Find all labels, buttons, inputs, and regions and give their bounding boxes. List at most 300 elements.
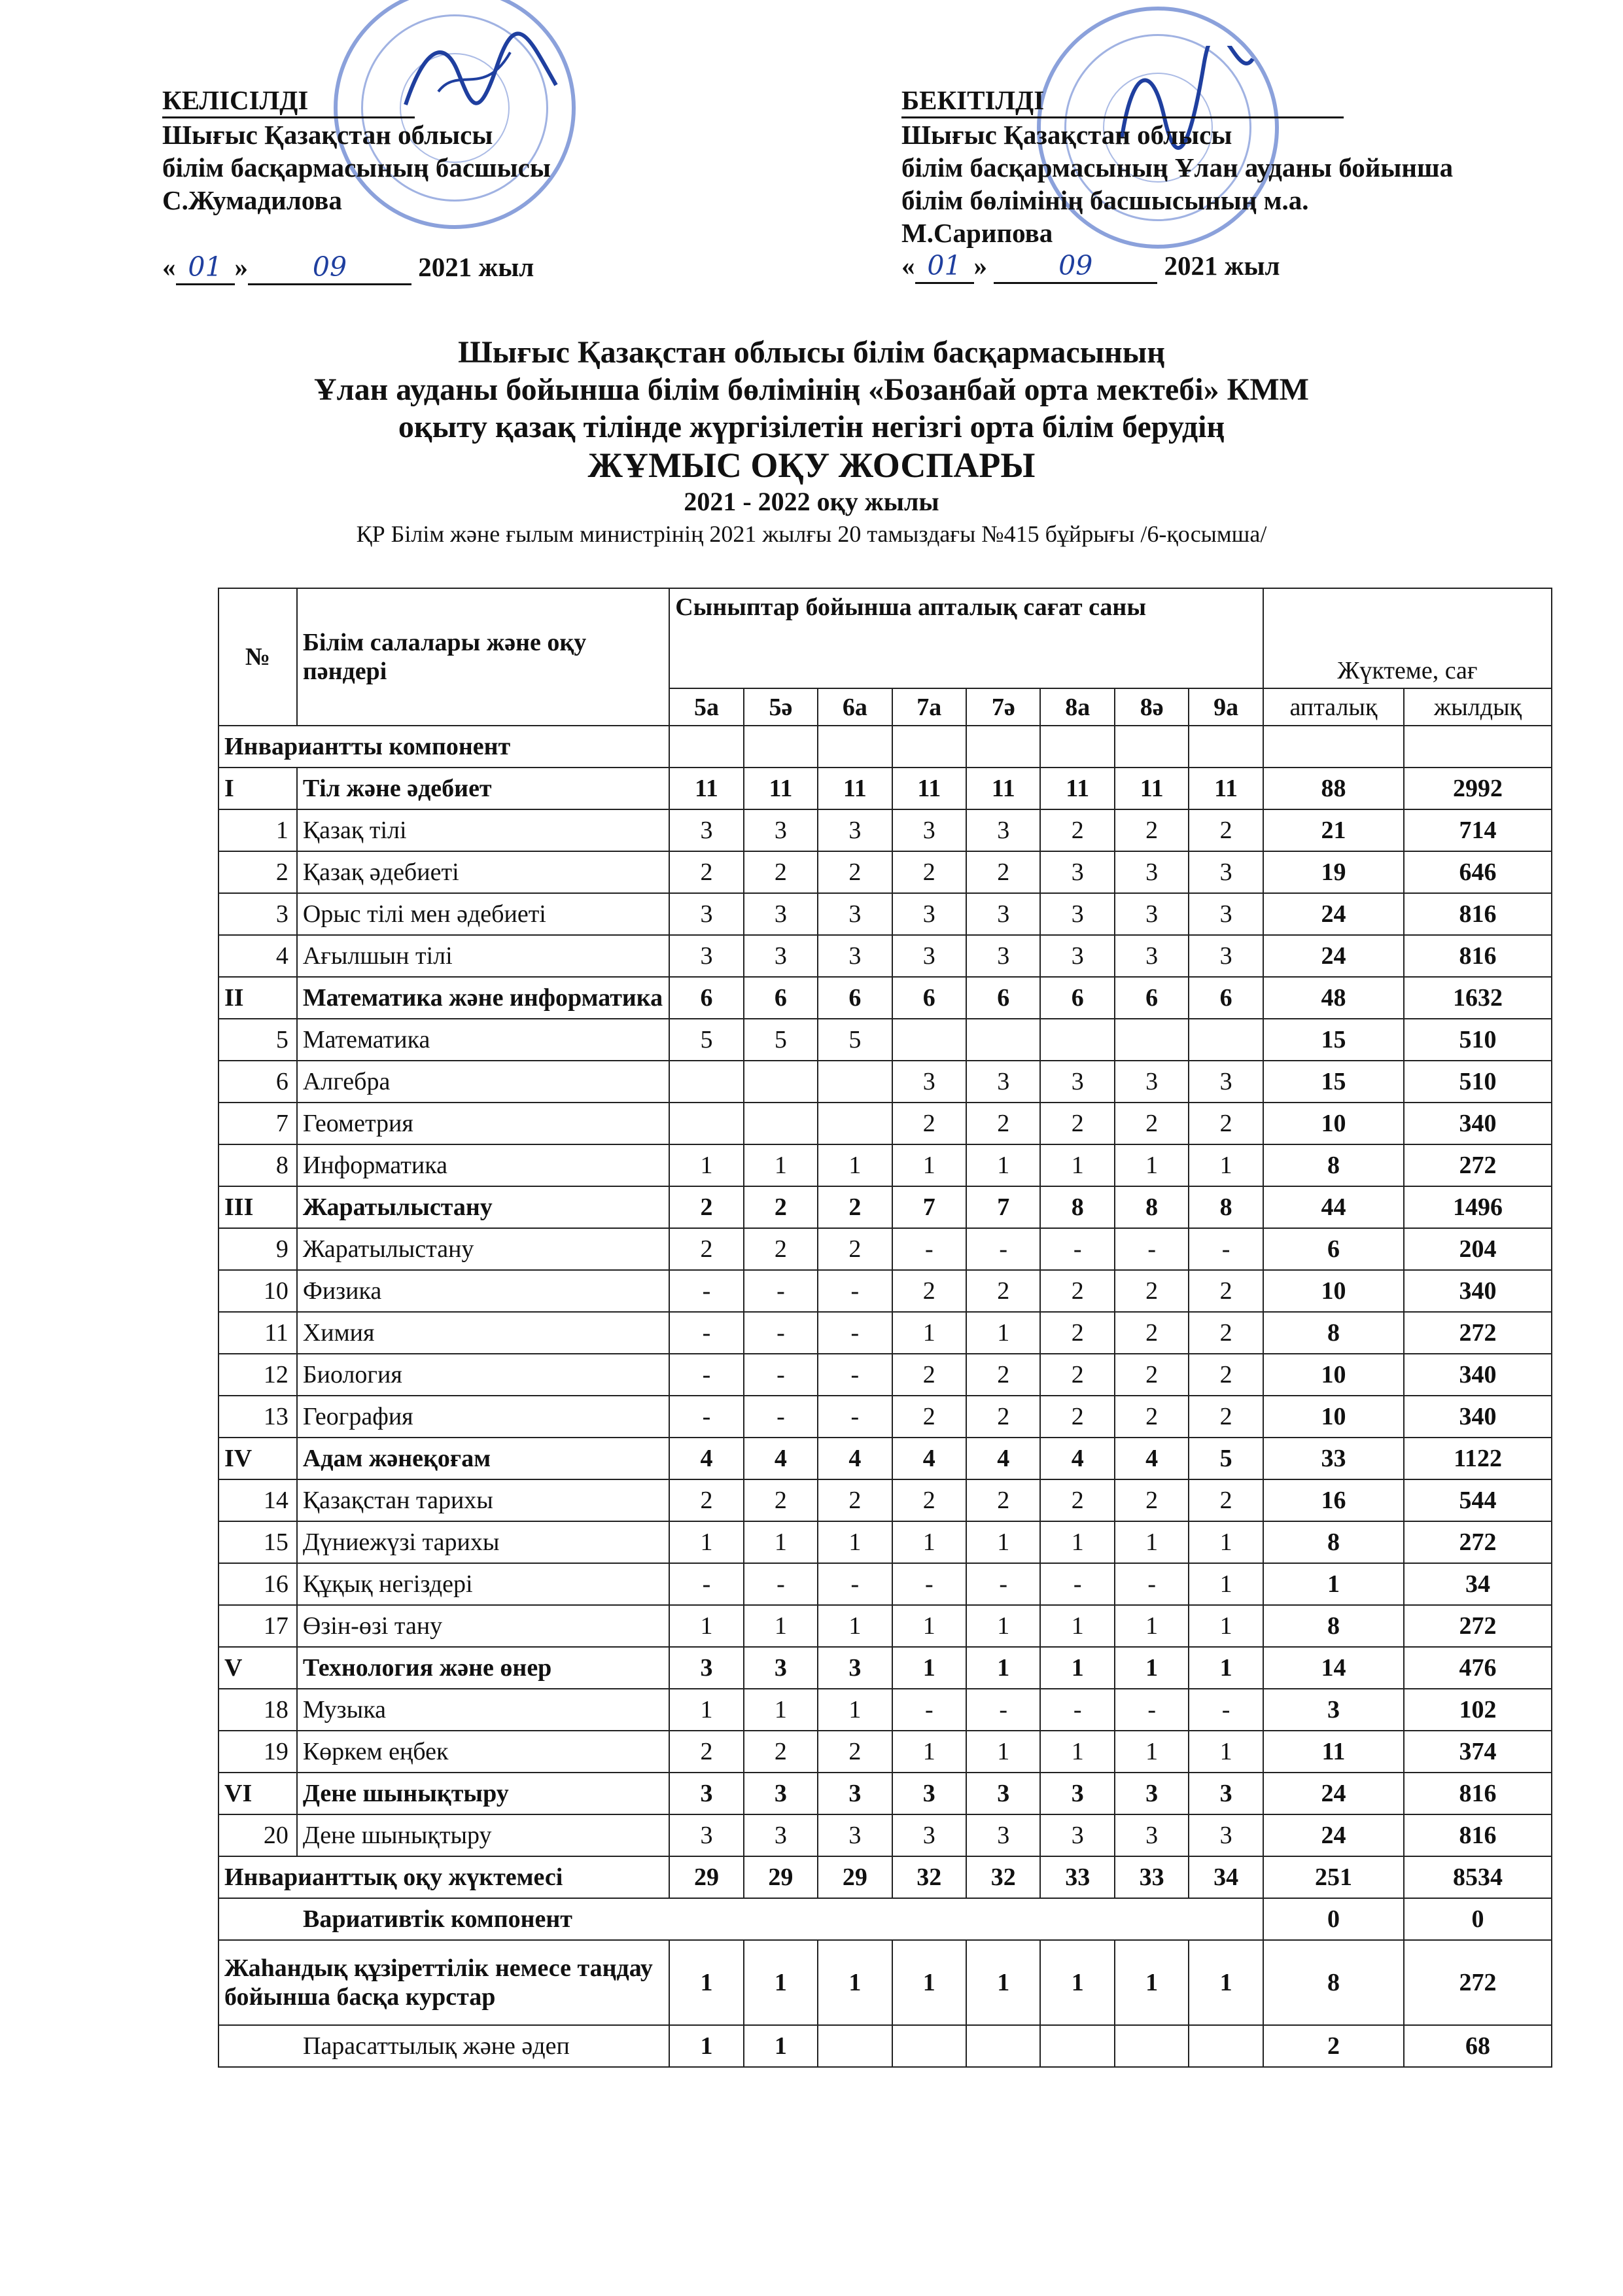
subject-row — [218, 1731, 1552, 1773]
grade-hours-cell: 5 — [1189, 1438, 1263, 1479]
weekly-total: 15 — [1263, 1061, 1404, 1103]
weekly-total: 24 — [1263, 935, 1404, 977]
grade-hours-cell: 2 — [1189, 1396, 1263, 1438]
grade-hours-cell: - — [1040, 1689, 1114, 1731]
area-name: Адам жәнеқоғам — [297, 1438, 669, 1479]
header-subject: Білім салалары және оқу пәндері — [297, 588, 669, 726]
yearly-total: 272 — [1404, 1605, 1552, 1647]
grade-hours-cell: 2 — [744, 1228, 818, 1270]
grade-hours-cell: - — [1115, 1689, 1189, 1731]
yearly-total: 102 — [1404, 1689, 1552, 1731]
grade-hours-cell: 2 — [1115, 1270, 1189, 1312]
grade-header: 5а — [669, 688, 743, 726]
grade-hours-cell: 1 — [669, 2025, 743, 2067]
grade-hours-cell: 2 — [892, 1396, 966, 1438]
grade-hours-cell: 3 — [1115, 893, 1189, 935]
subject-name: Жаратылыстану — [297, 1228, 669, 1270]
yearly-total: 646 — [1404, 851, 1552, 893]
grade-hours-cell: 2 — [1040, 1103, 1114, 1144]
subject-row — [218, 1354, 1552, 1396]
area-row — [218, 977, 1552, 1019]
grade-hours-cell — [818, 2025, 892, 2067]
grade-hours-cell: 6 — [744, 977, 818, 1019]
grade-hours-cell: 6 — [1115, 977, 1189, 1019]
grade-hours-cell: 1 — [744, 1605, 818, 1647]
grade-hours-cell: 8 — [1040, 1186, 1114, 1228]
grade-hours-cell: 1 — [892, 1605, 966, 1647]
subject-number: 12 — [218, 1354, 297, 1396]
subject-row — [218, 1228, 1552, 1270]
grade-hours-cell: 3 — [669, 1814, 743, 1856]
weekly-total: 8 — [1263, 1605, 1404, 1647]
subject-row — [218, 1605, 1552, 1647]
date-open-quote: « — [162, 252, 176, 282]
summary-row — [218, 1940, 1552, 2025]
grade-hours-cell: 1 — [1115, 1144, 1189, 1186]
subject-row — [218, 1396, 1552, 1438]
subject-name: Қазақстан тарихы — [297, 1479, 669, 1521]
weekly-header: апталық — [1263, 688, 1404, 726]
grade-hours-cell: - — [892, 1228, 966, 1270]
grade-hours-cell: - — [892, 1689, 966, 1731]
grade-hours-cell: 5 — [744, 1019, 818, 1061]
grade-hours-cell: 6 — [669, 977, 743, 1019]
grade-hours-cell: 33 — [1040, 1856, 1114, 1898]
grade-hours-cell: - — [744, 1312, 818, 1354]
grade-hours-cell: 2 — [744, 1731, 818, 1773]
subject-number: 11 — [218, 1312, 297, 1354]
grade-hours-cell: - — [892, 1563, 966, 1605]
weekly-total: 8 — [1263, 1312, 1404, 1354]
yearly-total: 68 — [1404, 2025, 1552, 2067]
grade-hours-cell: 2 — [1189, 1312, 1263, 1354]
grade-hours-cell: 11 — [1040, 768, 1114, 809]
subject-name: Физика — [297, 1270, 669, 1312]
yearly-total: 816 — [1404, 935, 1552, 977]
grade-hours-cell: - — [669, 1563, 743, 1605]
grade-hours-cell: 1 — [892, 1731, 966, 1773]
grade-hours-cell: 1 — [1115, 1647, 1189, 1689]
area-number: I — [218, 768, 297, 809]
subject-name: Өзін-өзі тану — [297, 1605, 669, 1647]
grade-hours-cell: 32 — [892, 1856, 966, 1898]
grade-hours-cell: 1 — [1189, 1144, 1263, 1186]
grade-hours-cell: 4 — [1115, 1438, 1189, 1479]
yearly-total: 8534 — [1404, 1856, 1552, 1898]
grade-header: 7а — [892, 688, 966, 726]
grade-hours-cell: 4 — [966, 1438, 1040, 1479]
grade-hours-cell: - — [966, 1563, 1040, 1605]
grade-hours-cell: 1 — [1189, 1563, 1263, 1605]
grade-hours-cell: 1 — [818, 1144, 892, 1186]
yearly-total: 340 — [1404, 1103, 1552, 1144]
grade-hours-cell: 1 — [669, 1521, 743, 1563]
grade-hours-cell — [818, 1103, 892, 1144]
yearly-total: 476 — [1404, 1647, 1552, 1689]
area-row — [218, 1438, 1552, 1479]
grade-hours-cell: 3 — [1040, 851, 1114, 893]
subject-number: 7 — [218, 1103, 297, 1144]
yearly-total: 816 — [1404, 893, 1552, 935]
subject-name: Химия — [297, 1312, 669, 1354]
subject-name: Математика — [297, 1019, 669, 1061]
grade-hours-cell: 6 — [966, 977, 1040, 1019]
grade-hours-cell: 1 — [966, 1940, 1040, 2025]
subject-number: 19 — [218, 1731, 297, 1773]
grade-hours-cell: 1 — [1189, 1605, 1263, 1647]
grade-hours-cell: 3 — [1115, 935, 1189, 977]
weekly-total: 10 — [1263, 1396, 1404, 1438]
approval-left-head: КЕЛІСІЛДІ — [162, 84, 415, 118]
grade-hours-cell: 2 — [669, 1479, 743, 1521]
yearly-total: 272 — [1404, 1144, 1552, 1186]
weekly-total: 8 — [1263, 1521, 1404, 1563]
grade-hours-cell — [892, 2025, 966, 2067]
header-hours: Сыныптар бойынша апталық сағат саны — [669, 588, 1263, 688]
grade-header: 6а — [818, 688, 892, 726]
grade-hours-cell: 2 — [1040, 1396, 1114, 1438]
subject-number: 14 — [218, 1479, 297, 1521]
subject-row — [218, 809, 1552, 851]
grade-hours-cell: 3 — [1189, 1061, 1263, 1103]
summary-label: Жаһандық құзіреттілік немесе таңдау бойынша басқа курстар — [218, 1940, 669, 2025]
grade-hours-cell: - — [669, 1354, 743, 1396]
weekly-total: 251 — [1263, 1856, 1404, 1898]
grade-header: 8ә — [1115, 688, 1189, 726]
grade-hours-cell: 8 — [1189, 1186, 1263, 1228]
grade-hours-cell: 2 — [1189, 1354, 1263, 1396]
subject-name: Биология — [297, 1354, 669, 1396]
grade-hours-cell: - — [818, 1354, 892, 1396]
weekly-total: 0 — [1263, 1898, 1404, 1940]
grade-hours-cell: 2 — [966, 851, 1040, 893]
grade-hours-cell: 2 — [892, 851, 966, 893]
weekly-total: 8 — [1263, 1144, 1404, 1186]
weekly-total: 88 — [1263, 768, 1404, 809]
section-label: Инвариантты компонент — [218, 726, 669, 768]
area-name: Технология және өнер — [297, 1647, 669, 1689]
grade-hours-cell: 3 — [818, 809, 892, 851]
summary-label: Инварианттық оқу жүктемесі — [218, 1856, 669, 1898]
grade-hours-cell — [966, 1019, 1040, 1061]
yearly-total: 340 — [1404, 1270, 1552, 1312]
subject-number: 8 — [218, 1144, 297, 1186]
empty-cell — [1115, 726, 1189, 768]
grade-hours-cell: 3 — [669, 1773, 743, 1814]
grade-hours-cell: 2 — [818, 1186, 892, 1228]
grade-hours-cell — [1115, 1019, 1189, 1061]
grade-hours-cell: 1 — [744, 1521, 818, 1563]
grade-hours-cell: 3 — [1115, 1814, 1189, 1856]
grade-hours-cell: 1 — [892, 1144, 966, 1186]
grade-hours-cell: 6 — [1189, 977, 1263, 1019]
weekly-total: 19 — [1263, 851, 1404, 893]
grade-hours-cell — [892, 1019, 966, 1061]
grade-hours-cell: 3 — [1040, 935, 1114, 977]
grade-hours-cell: 2 — [892, 1354, 966, 1396]
area-name: Тіл және әдебиет — [297, 768, 669, 809]
weekly-total: 24 — [1263, 1773, 1404, 1814]
yearly-total: 272 — [1404, 1521, 1552, 1563]
grade-hours-cell — [669, 1103, 743, 1144]
area-row — [218, 1647, 1552, 1689]
subject-name: Қазақ тілі — [297, 809, 669, 851]
grade-hours-cell: 3 — [1189, 851, 1263, 893]
weekly-total: 44 — [1263, 1186, 1404, 1228]
grade-hours-cell: 3 — [669, 809, 743, 851]
grade-hours-cell: 2 — [966, 1103, 1040, 1144]
grade-hours-cell: 1 — [966, 1312, 1040, 1354]
header-load: Жүктеме, сағ — [1263, 588, 1552, 688]
summary-row — [218, 726, 1552, 768]
approval-right-day: 01 — [915, 249, 974, 284]
summary-row — [218, 1898, 1552, 1940]
grade-hours-cell: 1 — [966, 1144, 1040, 1186]
grade-hours-cell: 1 — [1115, 1731, 1189, 1773]
grade-hours-cell: 1 — [966, 1605, 1040, 1647]
grade-hours-cell: 2 — [744, 851, 818, 893]
area-name: Дене шынықтыру — [297, 1773, 669, 1814]
subject-number: 6 — [218, 1061, 297, 1103]
subject-row — [218, 1144, 1552, 1186]
grade-hours-cell: 2 — [966, 1396, 1040, 1438]
area-number: II — [218, 977, 297, 1019]
grade-hours-cell: 11 — [892, 768, 966, 809]
grade-hours-cell: 1 — [1040, 1731, 1114, 1773]
grade-hours-cell: 1 — [744, 1940, 818, 2025]
subject-name: Информатика — [297, 1144, 669, 1186]
grade-hours-cell: - — [818, 1270, 892, 1312]
grade-hours-cell: - — [818, 1563, 892, 1605]
grade-hours-cell: 4 — [892, 1438, 966, 1479]
grade-hours-cell: 1 — [1189, 1731, 1263, 1773]
area-number: IV — [218, 1438, 297, 1479]
grade-hours-cell: - — [1115, 1563, 1189, 1605]
grade-hours-cell: 1 — [669, 1940, 743, 2025]
approval-right-date — [901, 249, 1453, 284]
grade-hours-cell: 2 — [1040, 1270, 1114, 1312]
grade-hours-cell: 11 — [1115, 768, 1189, 809]
yearly-total: 340 — [1404, 1396, 1552, 1438]
grade-hours-cell: 3 — [892, 893, 966, 935]
area-number: III — [218, 1186, 297, 1228]
weekly-total: 3 — [1263, 1689, 1404, 1731]
grade-hours-cell: 1 — [966, 1647, 1040, 1689]
subject-row — [218, 893, 1552, 935]
subject-row — [218, 851, 1552, 893]
grade-hours-cell: 1 — [744, 1689, 818, 1731]
area-number: VI — [218, 1773, 297, 1814]
grade-hours-cell: - — [1189, 1689, 1263, 1731]
grade-hours-cell: 2 — [669, 851, 743, 893]
grade-hours-cell: 3 — [966, 809, 1040, 851]
empty-cell — [669, 726, 743, 768]
grade-hours-cell: 3 — [892, 809, 966, 851]
grade-hours-cell: 1 — [1189, 1647, 1263, 1689]
grade-hours-cell: 2 — [892, 1270, 966, 1312]
grade-hours-cell: 4 — [669, 1438, 743, 1479]
grade-hours-cell: 6 — [892, 977, 966, 1019]
grade-hours-cell: 1 — [1189, 1521, 1263, 1563]
approval-right-month: 09 — [994, 249, 1157, 284]
weekly-total: 10 — [1263, 1103, 1404, 1144]
subject-number: 2 — [218, 851, 297, 893]
grade-hours-cell: 3 — [669, 893, 743, 935]
grade-hours-cell: 1 — [966, 1521, 1040, 1563]
subject-row — [218, 1061, 1552, 1103]
grade-hours-cell: - — [966, 1228, 1040, 1270]
subject-name: Алгебра — [297, 1061, 669, 1103]
approval-right-line3: білім бөлімінің басшысының м.а. — [901, 185, 1309, 215]
grade-hours-cell — [1189, 1019, 1263, 1061]
grade-hours-cell — [744, 1103, 818, 1144]
table-header-row — [218, 588, 1552, 688]
grade-hours-cell — [1189, 2025, 1263, 2067]
grade-hours-cell: 3 — [1040, 1814, 1114, 1856]
grade-hours-cell: 3 — [818, 935, 892, 977]
subject-number: 15 — [218, 1521, 297, 1563]
grade-hours-cell: - — [818, 1312, 892, 1354]
yearly-total: 1122 — [1404, 1438, 1552, 1479]
grade-hours-cell: 3 — [966, 893, 1040, 935]
grade-hours-cell: 2 — [669, 1186, 743, 1228]
empty-cell — [818, 726, 892, 768]
curriculum-table — [218, 588, 1552, 2068]
document-title — [0, 334, 1623, 549]
grade-hours-cell: 3 — [966, 1773, 1040, 1814]
subject-number: 1 — [218, 809, 297, 851]
grade-hours-cell: 2 — [818, 1228, 892, 1270]
grade-hours-cell: 3 — [818, 1647, 892, 1689]
grade-hours-cell: 2 — [966, 1479, 1040, 1521]
subject-name: Ағылшын тілі — [297, 935, 669, 977]
grade-hours-cell: 3 — [744, 1773, 818, 1814]
grade-hours-cell — [966, 2025, 1040, 2067]
grade-hours-cell: 3 — [1115, 1061, 1189, 1103]
grade-hours-cell: 3 — [669, 1647, 743, 1689]
yearly-header: жылдық — [1404, 688, 1552, 726]
grade-hours-cell: 3 — [892, 1814, 966, 1856]
grade-hours-cell — [1115, 2025, 1189, 2067]
grade-hours-cell: 32 — [966, 1856, 1040, 1898]
empty-cell — [1404, 726, 1552, 768]
course-label: Парасаттылық және әдеп — [218, 2025, 669, 2067]
yearly-total: 272 — [1404, 1312, 1552, 1354]
grade-hours-cell: 1 — [1040, 1940, 1114, 2025]
grade-hours-cell: 2 — [1040, 1479, 1114, 1521]
grade-hours-cell: 4 — [1040, 1438, 1114, 1479]
area-name: Математика және информатика — [297, 977, 669, 1019]
weekly-total: 8 — [1263, 1940, 1404, 2025]
grade-hours-cell: 29 — [818, 1856, 892, 1898]
grade-header: 9а — [1189, 688, 1263, 726]
grade-hours-cell: 2 — [1115, 809, 1189, 851]
grade-hours-cell: 2 — [1189, 1270, 1263, 1312]
approval-right — [901, 84, 1453, 284]
subject-number: 16 — [218, 1563, 297, 1605]
weekly-total: 48 — [1263, 977, 1404, 1019]
title-line3: оқыту қазақ тілінде жүргізілетін негізгі орта білім берудің — [398, 410, 1225, 444]
weekly-total: 10 — [1263, 1354, 1404, 1396]
subject-row — [218, 935, 1552, 977]
grade-hours-cell: 1 — [669, 1144, 743, 1186]
grade-hours-cell: 6 — [1040, 977, 1114, 1019]
weekly-total: 10 — [1263, 1270, 1404, 1312]
grade-hours-cell: 2 — [818, 1731, 892, 1773]
grade-hours-cell: 1 — [818, 1605, 892, 1647]
approval-left-day: 01 — [176, 251, 235, 285]
grade-hours-cell: 1 — [1040, 1647, 1114, 1689]
grade-hours-cell: 5 — [669, 1019, 743, 1061]
subject-name: Көркем еңбек — [297, 1731, 669, 1773]
subject-row — [218, 1689, 1552, 1731]
weekly-total: 16 — [1263, 1479, 1404, 1521]
grade-hours-cell: 1 — [818, 1521, 892, 1563]
grade-hours-cell: 2 — [1040, 1312, 1114, 1354]
yearly-total: 1632 — [1404, 977, 1552, 1019]
approval-left-month: 09 — [248, 251, 411, 285]
yearly-total: 544 — [1404, 1479, 1552, 1521]
grade-hours-cell: 3 — [1115, 851, 1189, 893]
summary-row — [218, 2025, 1552, 2067]
date-close-quote: » — [234, 252, 248, 282]
subject-number: 13 — [218, 1396, 297, 1438]
subject-name: Дүниежүзі тарихы — [297, 1521, 669, 1563]
weekly-total: 33 — [1263, 1438, 1404, 1479]
approval-left-year: 2021 жыл — [418, 252, 534, 282]
grade-header: 7ә — [966, 688, 1040, 726]
grade-hours-cell: 3 — [892, 1061, 966, 1103]
yearly-total: 510 — [1404, 1061, 1552, 1103]
subject-number: 10 — [218, 1270, 297, 1312]
section-label: Вариативтік компонент — [218, 1898, 1263, 1940]
subject-row — [218, 1563, 1552, 1605]
grade-hours-cell: 3 — [1189, 935, 1263, 977]
grade-hours-cell — [669, 1061, 743, 1103]
grade-hours-cell: - — [744, 1396, 818, 1438]
empty-cell — [1189, 726, 1263, 768]
grade-hours-cell: 2 — [669, 1228, 743, 1270]
subject-name: Музыка — [297, 1689, 669, 1731]
grade-hours-cell: 1 — [892, 1940, 966, 2025]
grade-hours-cell: 1 — [1189, 1940, 1263, 2025]
empty-cell — [892, 726, 966, 768]
grade-hours-cell: 3 — [892, 1773, 966, 1814]
grade-hours-cell: 33 — [1115, 1856, 1189, 1898]
grade-hours-cell: 2 — [1115, 1479, 1189, 1521]
grade-hours-cell: 3 — [1040, 1773, 1114, 1814]
grade-hours-cell: 2 — [1115, 1354, 1189, 1396]
yearly-total: 714 — [1404, 809, 1552, 851]
empty-cell — [1263, 726, 1404, 768]
approval-left-line2: білім басқармасының басшысы — [162, 152, 551, 183]
grade-hours-cell: 2 — [966, 1270, 1040, 1312]
yearly-total: 816 — [1404, 1814, 1552, 1856]
grade-hours-cell: 1 — [669, 1605, 743, 1647]
grade-hours-cell: 2 — [1040, 1354, 1114, 1396]
date-open-quote: « — [901, 251, 915, 281]
weekly-total: 11 — [1263, 1731, 1404, 1773]
grade-hours-cell: - — [744, 1563, 818, 1605]
grade-hours-cell — [744, 1061, 818, 1103]
grade-hours-cell: 34 — [1189, 1856, 1263, 1898]
weekly-total: 1 — [1263, 1563, 1404, 1605]
grade-hours-cell: - — [1189, 1228, 1263, 1270]
subject-name: Қазақ әдебиеті — [297, 851, 669, 893]
grade-hours-cell: 29 — [669, 1856, 743, 1898]
grade-hours-cell: 1 — [892, 1312, 966, 1354]
grade-hours-cell: - — [669, 1312, 743, 1354]
